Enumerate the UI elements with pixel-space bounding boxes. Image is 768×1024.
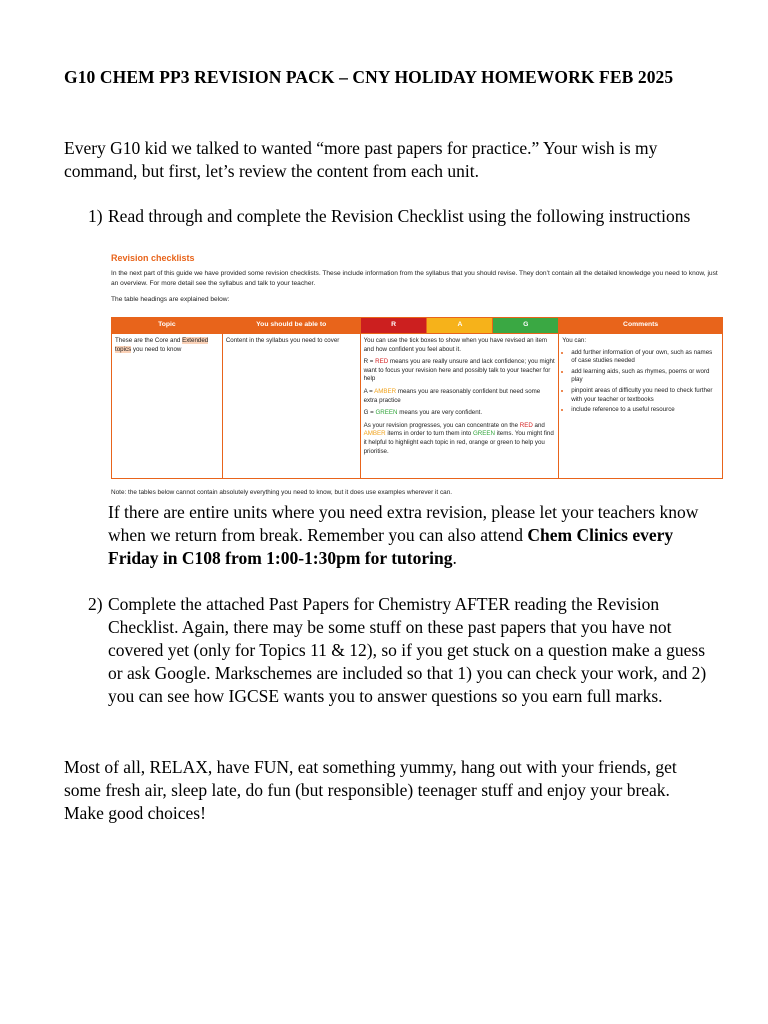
prog-3: items in order to turn them into [385, 430, 473, 438]
g-desc: means you are very confident. [397, 409, 483, 417]
a-prefix: A = [363, 387, 375, 395]
followup-end: . [452, 548, 457, 568]
topic-text-post: you need to know [131, 345, 182, 353]
topic-highlight: Extended topics [115, 337, 209, 353]
checklist-note: Note: the tables below cannot contain absolutely everything you need to know, but it does use examples wherever it can. [111, 489, 453, 496]
checklist-body-row [112, 334, 723, 479]
prog-2: and [532, 421, 545, 429]
cell-able: Content in the syllabus you need to cover [222, 334, 360, 479]
document-title: G10 CHEM PP3 REVISION PACK – CNY HOLIDAY HOMEWORK FEB 2025 [64, 67, 674, 87]
comments-item: • add learning aids, such as rhymes, poems or word play [571, 368, 719, 385]
header-g: G [493, 318, 559, 334]
header-a: A [427, 318, 493, 334]
checklist-title: Revision checklists [111, 253, 195, 263]
rag-green [364, 409, 556, 418]
comments-item: • add further information of your own, such as names of case studies needed [571, 349, 719, 366]
r-prefix: R = [363, 358, 376, 366]
list-item-1-followup [108, 501, 718, 570]
cell-comments [559, 334, 723, 479]
rag-red [364, 358, 556, 384]
checklist-intro: In the next part of this guide we have provided some revision checklists. These include information from the syllabus that you should revise. They don’t contain all the detailed knowledge you need to know, just an overview. For more detail see the syllabus and talk to your teacher. [111, 270, 718, 287]
comments-list [562, 349, 719, 415]
prog-4: items. You might find it helpful to highlight each topic in red, orange or green to help you prioritise. [363, 430, 554, 455]
cell-topic [112, 334, 223, 479]
topic-text-pre: These are the Core and [115, 337, 183, 344]
header-you-should-be-able-to: You should be able to [222, 318, 360, 334]
comments-intro: You can: [562, 337, 587, 344]
g-word: GREEN [375, 409, 398, 417]
comments-item: • pinpoint areas of difficulty you need to check further with your teacher or textbooks [571, 387, 719, 404]
checklist-headings-note: The table headings are explained below: [111, 296, 230, 303]
revision-checklist-image [109, 251, 725, 501]
checklist-table [111, 317, 723, 479]
list-item-2-number: 2) [88, 594, 103, 614]
rag-progress [364, 422, 556, 456]
followup-text: If there are entire units where you need extra revision, please let your teachers know when we return from break. Remember you can also attend [108, 502, 699, 545]
list-item-1-text: Read through and complete the Revision Checklist using the following instructions [108, 206, 691, 226]
header-topic: Topic [112, 318, 223, 334]
list-item-1-number: 1) [88, 206, 103, 226]
prog-green: GREEN [472, 430, 495, 438]
list-item-2-text: Complete the attached Past Papers for Chemistry AFTER reading the Revision Checklist. Again, there may be some stuff on these past papers that you have not covered yet (only for Topics 11 & 12), so if you get stuck on a question make a guess or ask Google. Markschemes are included so that 1) you can check your work, and 2) you can see how IGCSE wants you to answer questions so you earn full marks. [108, 594, 707, 706]
prog-amber: AMBER [363, 430, 386, 438]
checklist-header-row [112, 318, 723, 334]
rag-amber [364, 388, 556, 405]
rag-intro: You can use the tick boxes to show when you have revised an item and how confident you feel about it. [363, 337, 548, 353]
header-comments: Comments [559, 318, 723, 334]
prog-1: As your revision progresses, you can concentrate on the [363, 421, 520, 429]
comments-item: • include reference to a useful resource [571, 406, 719, 415]
r-desc: means you are really unsure and lack confidence; you might want to focus your revision here and possibly talk to your teacher for help [363, 358, 555, 383]
cell-rag [360, 334, 559, 479]
header-r: R [360, 318, 427, 334]
r-word: RED [375, 358, 389, 366]
closing-paragraph: Most of all, RELAX, have FUN, eat something yummy, hang out with your friends, get some fresh air, sleep late, do fun (but responsible) teenager stuff and enjoy your break. Make good choices! [64, 757, 677, 823]
a-word: AMBER [374, 387, 397, 395]
g-prefix: G = [363, 409, 376, 417]
chem-clinics-info: Chem Clinics every Friday in C108 from 1:00-1:30pm for tutoring [108, 525, 674, 568]
intro-paragraph: Every G10 kid we talked to wanted “more past papers for practice.” Your wish is my command, but first, let’s review the content from each unit. [64, 138, 658, 181]
prog-red: RED [519, 421, 533, 429]
a-desc: means you are reasonably confident but need some extra practice [363, 387, 541, 404]
